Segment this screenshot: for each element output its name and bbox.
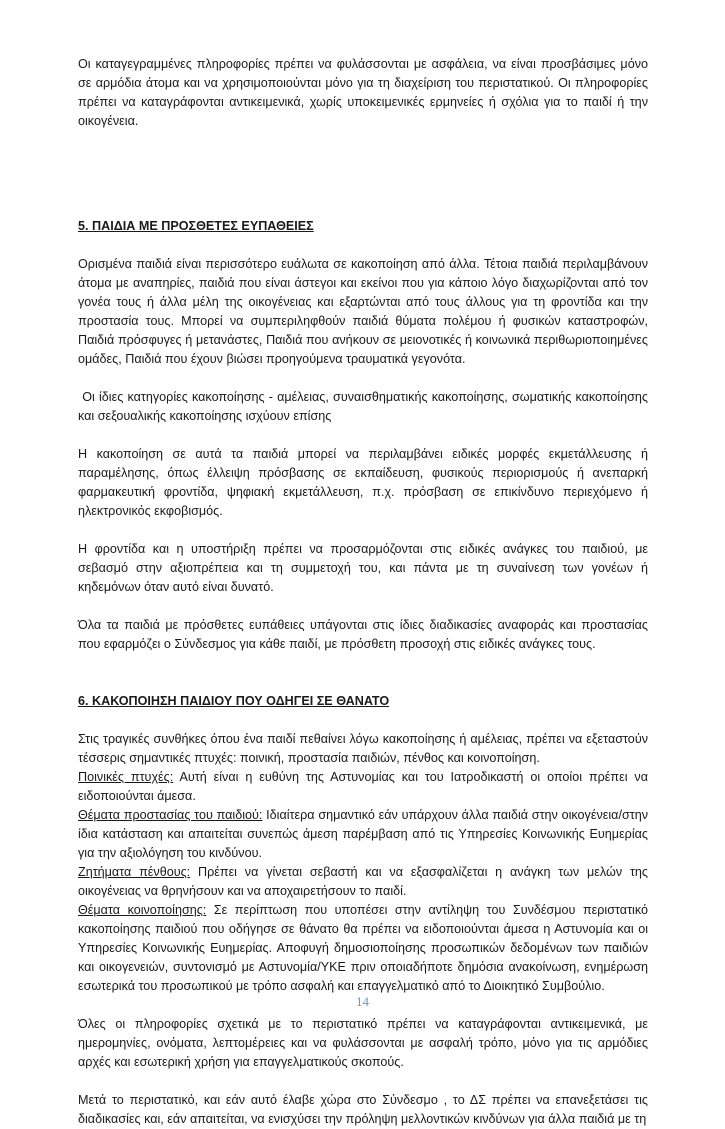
item-label: Θέματα κοινοποίησης:	[78, 903, 207, 917]
item-text: Αυτή είναι η ευθύνη της Αστυνομίας και του Ιατροδικαστή οι οποίοι πρέπει να ειδοποιούνται άμεσα.	[78, 770, 648, 803]
section-6-intro: Στις τραγικές συνθήκες όπου ένα παιδί πεθαίνει λόγω κακοποίησης ή αμέλειας, πρέπει να εξεταστούν τέσσερις σημαντικές πτυχές: ποινική, προστασία παιδιών, πένθος και κοινοποίηση.	[78, 732, 648, 765]
item-text: Ιδιαίτερα σημαντικό εάν υπάρχουν άλλα παιδιά στην οικογένεια/στην ίδια κατάσταση και απαιτείται συνεπώς άμεση παρέμβαση από τις Υπηρεσίες Κοινωνικής Ευημερίας για την αξιολόγηση του κινδύνου.	[78, 808, 648, 860]
intro-paragraph: Οι καταγεγραμμένες πληροφορίες πρέπει να φυλάσσονται με ασφάλεια, να είναι προσβάσιμες μόνο σε αρμόδια άτομα και να χρησιμοποιούνται μόνο για τη διαχείριση του περιστατικού. Οι πληροφορίες πρέπει να καταγράφονται αντικειμενικά, χωρίς υποκειμενικές ερμηνείες ή σχόλια για το παιδί ή την οικογένεια.	[78, 57, 648, 128]
section-5-paragraph: Η κακοποίηση σε αυτά τα παιδιά μπορεί να περιλαμβάνει ειδικές μορφές εκμετάλλευσης ή παραμέλησης, όπως έλλειψη πρόσβασης σε εκπαίδευση, φυσικούς περιορισμούς ή ανεπαρκή φαρμακευτική φροντίδα, ψηφιακή εκμετάλλευση, π.χ. πρόσβαση σε επικίνδυνο περιεχόμενο ή ηλεκτρονικός εκφοβισμός.	[78, 447, 648, 518]
section-5-paragraph: Οι ίδιες κατηγορίες κακοποίησης - αμέλειας, συναισθηματικής κακοποίησης, σωματικής κακοποίησης και σεξουαλικής κακοποίησης ισχύουν επίσης	[78, 390, 652, 423]
section-6-item-notification	[78, 901, 648, 996]
item-label: Ποινικές πτυχές:	[78, 770, 174, 784]
item-text: Πρέπει να γίνεται σεβαστή και να εξασφαλίζεται η ανάγκη των μελών της οικογένειας να θρηνήσουν και να αποχαιρετήσουν το παιδί.	[78, 865, 648, 898]
item-text: Σε περίπτωση που υποπέσει στην αντίληψη του Συνδέσμου περιστατικό κακοποίησης παιδιού που οδήγησε σε θάνατο θα πρέπει να ειδοποιούνται άμεσα η Αστυνομία και οι Υπηρεσίες Κοινωνικής Ευημερίας. Αποφυγή δημοσιοποίησης προσωπικών δεδομένων των παιδιών και οικογενειών, συντονισμό με Αστυνομία/ΥΚΕ πριν οποιαδήποτε δημόσια ανακοίνωση, ενημέρωση εσωτερικά του προσωπικού με τρόπο ασφαλή και επαγγελματικό από το Διοικητικό Συμβούλιο.	[78, 903, 649, 993]
section-6-item-protection	[78, 806, 648, 863]
document-page	[78, 55, 652, 1129]
section-5-paragraph: Όλα τα παιδιά με πρόσθετες ευπάθειες υπάγονται στις ίδιες διαδικασίες αναφοράς και προστασίας που εφαρμόζει ο Σύνδεσμος για κάθε παιδί, με πρόσθετη προσοχή στις ειδικές ανάγκες τους.	[78, 618, 648, 651]
section-6-paragraph: Όλες οι πληροφορίες σχετικά με το περιστατικό πρέπει να καταγράφονται αντικειμενικά, με ημερομηνίες, ονόματα, λεπτομέρειες και να φυλάσσονται με ασφαλή τρόπο, μόνο για τις αρμόδιες αρχές και εσωτερική χρήση για επαγγελματικούς σκοπούς.	[78, 1017, 648, 1069]
section-6-item-criminal	[78, 768, 648, 806]
section-5-paragraph: Ορισμένα παιδιά είναι περισσότερο ευάλωτα σε κακοποίηση από άλλα. Τέτοια παιδιά περιλαμβάνουν άτομα με αναπηρίες, παιδιά που είναι άστεγοι και εκείνοι που για κάποιο λόγο διαχωρίζονται από τον γονέα τους ή άλλα μέλη της οικογένειας και εξαρτώνται από τους άλλους για τη φροντίδα και την προστασία τους. Μπορεί να συμπεριληφθούν παιδιά θύματα πολέμου ή φυσικών καταστροφών, Παιδιά πρόσφυγες ή μετανάστες, Παιδιά που ανήκουν σε μειονοτικές ή κοινωνικά περιθωριοποιημένες ομάδες, Παιδιά που έχουν βιώσει προηγούμενα τραυματικά γεγονότα.	[78, 257, 648, 366]
section-6-paragraph: Μετά το περιστατικό, και εάν αυτό έλαβε χώρα στο Σύνδεσμο , το ΔΣ πρέπει να επανεξετάσει τις διαδικασίες και, εάν απαιτείται, να ενισχύσει την πρόληψη μελλοντικών κινδύνων για άλλα παιδιά με τη	[78, 1093, 648, 1126]
section-5-heading: 5. ΠΑΙΔΙΑ ΜΕ ΠΡΟΣΘΕΤΕΣ ΕΥΠΑΘΕΙΕΣ	[78, 219, 314, 233]
page-number: 14	[356, 994, 369, 1009]
section-5-paragraph: Η φροντίδα και η υποστήριξη πρέπει να προσαρμόζονται στις ειδικές ανάγκες του παιδιού, με σεβασμό στην αξιοπρέπεια και τη συμμετοχή του, και πάντα με τη συναίνεση των γονέων ή κηδεμόνων όταν αυτό είναι δυνατό.	[78, 542, 648, 594]
section-6-heading: 6. ΚΑΚΟΠΟΙΗΣΗ ΠΑΙΔΙΟΥ ΠΟΥ ΟΔΗΓΕΙ ΣΕ ΘΑΝΑΤΟ	[78, 694, 390, 708]
section-6-item-grief	[78, 863, 648, 901]
spacer	[78, 131, 648, 217]
item-label: Ζητήματα πένθους:	[78, 865, 191, 879]
item-label: Θέματα προστασίας του παιδιού:	[78, 808, 263, 822]
